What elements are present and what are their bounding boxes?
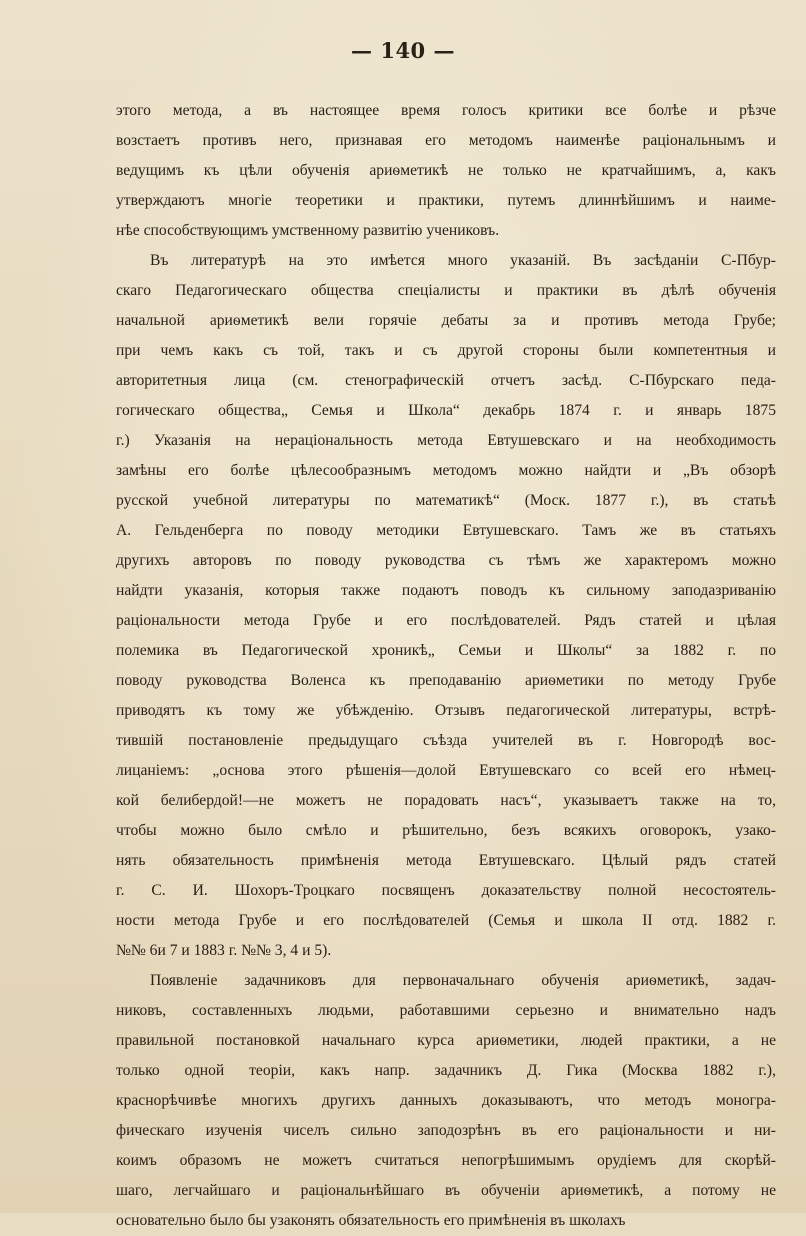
text-line: ности метода Грубе и его послѣдователей (Семья и школа II отд. 1882 г. <box>116 912 776 929</box>
text-line: лицаніемъ: „основа этого рѣшенія—долой Евтушевскаго со всей его нѣмец- <box>116 762 776 779</box>
page-number: — 140 — <box>351 38 455 63</box>
text-line: нѣе способствующимъ умственному развитію учениковъ. <box>116 222 500 239</box>
text-line: А. Гельденберга по поводу методики Евтушевскаго. Тамъ же въ статьяхъ <box>116 522 776 539</box>
text-line: основательно было бы узаконять обязательность его примѣненія въ школахъ <box>116 1212 626 1229</box>
text-line: возстаетъ противъ него, признавая его методомъ наименѣе раціональнымъ и <box>116 132 776 149</box>
text-line: г.) Указанія на нераціональность метода Евтушевскаго и на необходимость <box>116 432 776 449</box>
text-line: правильной постановкой начальнаго курса ариѳметики, людей практики, а не <box>116 1032 776 1049</box>
text-line: начальной ариѳметикѣ вели горячіе дебаты за и противъ метода Грубе; <box>116 312 776 329</box>
text-line: коимъ образомъ не можетъ считаться непогрѣшимымъ орудіемъ для скорѣй- <box>116 1152 776 1169</box>
paragraph-2 <box>116 246 776 966</box>
text-line: краснорѣчивѣе многихъ другихъ данныхъ доказываютъ, что методъ моногра- <box>116 1092 776 1109</box>
text-line: приводятъ къ тому же убѣжденію. Отзывъ педагогической литературы, встрѣ- <box>116 702 776 719</box>
text-line: №№ 6и 7 и 1883 г. №№ 3, 4 и 5). <box>116 942 332 959</box>
text-line: фическаго изученія чиселъ сильно заподозрѣнъ въ его раціональности и ни- <box>116 1122 776 1139</box>
text-line: замѣны его болѣе цѣлесообразнымъ методомъ можно найдти и „Въ обзорѣ <box>116 462 776 479</box>
paragraph-3 <box>116 966 776 1236</box>
body-text <box>116 96 776 1236</box>
text-line: полемика въ Педагогической хроникѣ„ Семьи и Школы“ за 1882 г. по <box>116 642 776 659</box>
text-line: раціональности метода Грубе и его послѣдователей. Рядъ статей и цѣлая <box>116 612 776 629</box>
text-line: тившій постановленіе предыдущаго съѣзда учителей въ г. Новгородѣ вос- <box>116 732 776 749</box>
text-line: авторитетныя лица (см. стенографическій отчетъ засѣд. С-Пбурскаго педа- <box>116 372 776 389</box>
text-line: ведущимъ къ цѣли обученія ариѳметикѣ не только не кратчайшимъ, а, какъ <box>116 162 776 179</box>
text-line: другихъ авторовъ по поводу руководства съ тѣмъ же характеромъ можно <box>116 552 776 569</box>
text-line: поводу руководства Воленса къ преподаванію ариѳметики по методу Грубе <box>116 672 776 689</box>
text-line: скаго Педагогическаго общества спеціалисты и практики въ дѣлѣ обученія <box>116 282 776 299</box>
paragraph-1 <box>116 96 776 246</box>
text-line: Въ литературѣ на это имѣется много указаній. Въ засѣданіи С-Пбур- <box>150 252 776 269</box>
text-line: этого метода, а въ настоящее время голосъ критики все болѣе и рѣзче <box>116 102 776 119</box>
text-line: гогическаго общества„ Семья и Школа“ декабрь 1874 г. и январь 1875 <box>116 402 776 419</box>
text-line: утверждаютъ многіе теоретики и практики, путемъ длиннѣйшимъ и наиме- <box>116 192 776 209</box>
text-line: нять обязательность примѣненія метода Евтушевскаго. Цѣлый рядъ статей <box>116 852 776 869</box>
text-line: шаго, легчайшаго и раціональнѣйшаго въ обученіи ариѳметикѣ, а потому не <box>116 1182 776 1199</box>
text-line: чтобы можно было смѣло и рѣшительно, безъ всякихъ оговорокъ, узако- <box>116 822 776 839</box>
text-line: только одной теоріи, какъ напр. задачникъ Д. Гика (Москва 1882 г.), <box>116 1062 776 1079</box>
text-line: никовъ, составленныхъ людьми, работавшими серьезно и внимательно надъ <box>116 1002 776 1019</box>
text-line: при чемъ какъ съ той, такъ и съ другой стороны были компетентныя и <box>116 342 776 359</box>
text-line: кой белибердой!—не можетъ не порадовать насъ“, указываетъ также на то, <box>116 792 776 809</box>
text-line: найдти указанія, которыя также подаютъ поводъ къ сильному заподазриванію <box>116 582 776 599</box>
text-line: Появленіе задачниковъ для первоначальнаго обученія ариѳметикѣ, задач- <box>150 972 776 989</box>
text-line: русской учебной литературы по математикѣ“ (Моск. 1877 г.), въ статьѣ <box>116 492 776 509</box>
text-line: г. С. И. Шохоръ-Троцкаго посвященъ доказательству полной несостоятель- <box>116 882 776 899</box>
